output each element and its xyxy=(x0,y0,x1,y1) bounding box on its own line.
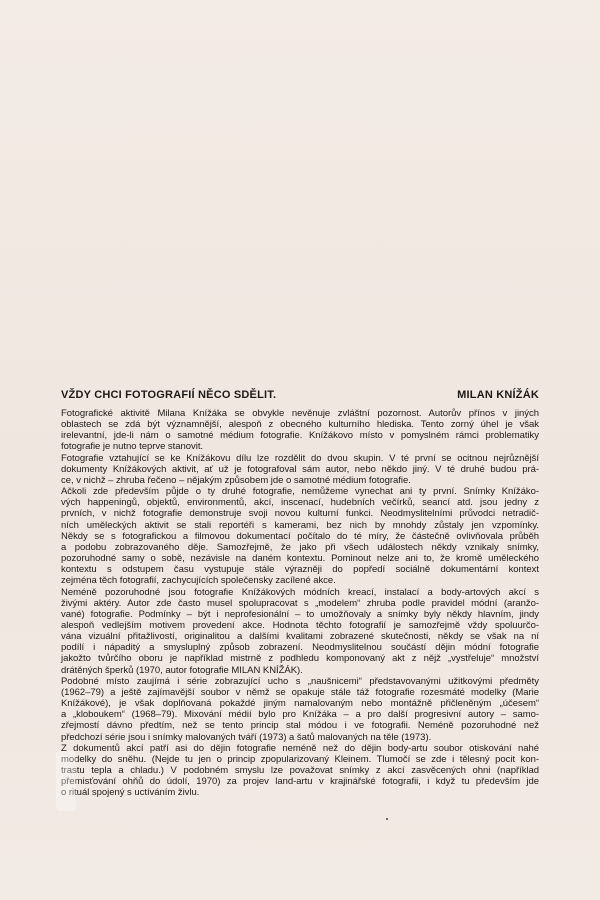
text-line: vých happeningů, objektů, environmentů, akcí, inscenací, hudebních večírků, seancí atd. jsou jedny z xyxy=(61,497,539,509)
essay-body xyxy=(61,408,539,798)
text-line: Fotografie vztahující se ke Knížákovu dílu lze rozdělit do dvou skupin. V té první se ocitnou nejrůznější xyxy=(61,452,539,464)
text-line: předchozí série jsou i snímky malovaných tváří (1973) a šatů malovaných na těle (1973). xyxy=(61,731,432,743)
text-line: o rituál spojený s uctíváním živlu. xyxy=(61,787,200,799)
text-line: pozoruhodné samy o sobě, nezávisle na daném kontextu. Pominout nelze ani to, že kromě uměleckého xyxy=(61,553,539,565)
essay-header xyxy=(61,389,539,405)
text-line: (1962–79) a ještě zajímavější soubor v němž se opakuje stále táž fotografie rozesmáté modelky (Marie xyxy=(61,686,539,698)
paragraph xyxy=(61,676,539,743)
text-line: irelevantní, jde-li nám o samotné médium fotografie. Knížákovo místo v pomyslném rámci problematiky xyxy=(61,430,539,442)
text-line: prvních, v nichž fotografie demonstruje svoji novou kulturní funkci. Neodmyslitelními průvodci netradič- xyxy=(61,508,539,520)
text-line: Neméně pozoruhodné jsou fotografie Knížákových módních kreací, instalací a body-artových akcí s xyxy=(61,586,539,598)
paragraph xyxy=(61,587,539,676)
text-line: jakožto tvůrčího oboru je například mistrně z podhledu komponovaný akt z nějž „vystřeluje“ množství xyxy=(61,653,539,665)
text-line: a „kloboukem“ (1968–79). Mixování médií bylo pro Knížáka – a pro další progresivní autory – samo- xyxy=(61,709,539,721)
text-line: vána vizuální přitažlivostí, originalitou a dalšími kvalitami zobrazené skutečnosti, někdy se však na ní xyxy=(61,631,539,643)
text-line: trastu tepla a chladu.) V podobném smyslu lze považovat snímky z akcí zasvěcených ohni (například xyxy=(61,765,539,776)
text-line: Knížákové), je však doplňovaná pokaždé jiným namalovaným nebo montážně přičleněným „účesem“ xyxy=(61,698,539,710)
paragraph xyxy=(61,743,539,799)
essay-author: MILAN KNÍŽÁK xyxy=(457,389,539,401)
text-line: přemisťování ohňů do údolí, 1970) za projev land-artu v krajinářské fotografii, i když tu především jde xyxy=(61,776,539,788)
paragraph xyxy=(61,408,539,453)
text-line: oblastech se zdá být významnější, alespoň z obecného kulturního hlediska. Tento zorný úhel je však xyxy=(61,419,539,431)
text-line: Podobné místo zaujímá i série zobrazující ucho s „naušnicemi“ představovanými užitkovými předměty xyxy=(61,675,539,687)
text-line: Z dokumentů akcí patří asi do dějin fotografie neméně než do dějin body-artu soubor otiskování nahé xyxy=(61,742,539,754)
text-line: alespoň vedlejším motivem provedení akce. Hodnota těchto fotografií je samozřejmě vždy spoluurčo- xyxy=(61,619,539,631)
essay-title: VŽDY CHCI FOTOGRAFIÍ NĚCO SDĚLIT. xyxy=(61,389,277,401)
text-line: zřejmostí dávno předtím, než se tento princip stal módou i ve fotografii. Neméně pozoruhodné než xyxy=(61,720,539,732)
text-line: Ačkoli zde především půjde o ty druhé fotografie, nemůžeme vynechat ani ty první. Snímky Knížáko- xyxy=(61,486,539,498)
text-line: vané) fotografie. Podmínky – být i neprofesionální – to umožňovaly a snímky byly někdy hlavním, jindy xyxy=(61,608,539,620)
paragraph xyxy=(61,486,539,586)
text-line: modelky do sněhu. (Nejde tu jen o princip zpopularizovaný Kleinem. Tlumočí se zde i tělesný pocit kon- xyxy=(61,753,539,765)
text-line: podílí i nápaditý a smysluplný způsob zobrazení. Neodmyslitelnou součástí dějin módní fotografie xyxy=(61,642,539,654)
text-line: ce, v nichž – zhruba řečeno – nějakým způsobem jde o samotné médium fotografie. xyxy=(61,474,411,486)
text-line: kontextu s odstupem času vystupuje stále výrazněji do popředí sociálně dokumentární kontext xyxy=(61,564,539,576)
text-line: drátěných šperků (1970, autor fotografie MILAN KNÍŽÁK). xyxy=(61,664,303,676)
text-line: a podobu zobrazovaného děje. Samozřejmě, že jako při všech událostech někdy vznikaly snímky, xyxy=(61,541,539,553)
text-line: ních uměleckých aktivit se stali reportéři s kamerami, bez nich by mnohdy zůstaly jen vzpomínky. xyxy=(61,519,539,531)
text-line: zejména těch fotografií, zachycujících společensky zacílené akce. xyxy=(61,575,336,587)
text-line: dokumenty Knížákových aktivit, ať už je fotografoval sám autor, nebo někdo jiný. V té druhé budou prá- xyxy=(61,463,539,475)
text-line: Fotografické aktivitě Milana Knížáka se obvykle nevěnuje zvláštní pozornost. Autorův přínos v jiných xyxy=(61,408,539,419)
text-line: živými aktéry. Autor zde často musel spolupracovat s „modelem“ zhruba podle pravidel módní (aranžo- xyxy=(61,597,539,609)
ink-speck xyxy=(386,818,388,820)
paragraph xyxy=(61,453,539,486)
text-line: Někdy se s fotografickou a filmovou dokumentací počítalo do té míry, že částečně ovlivňovala průběh xyxy=(61,530,539,542)
paper-scuff xyxy=(56,751,76,811)
text-line: fotografie je nutno teprve stanovit. xyxy=(61,441,204,453)
